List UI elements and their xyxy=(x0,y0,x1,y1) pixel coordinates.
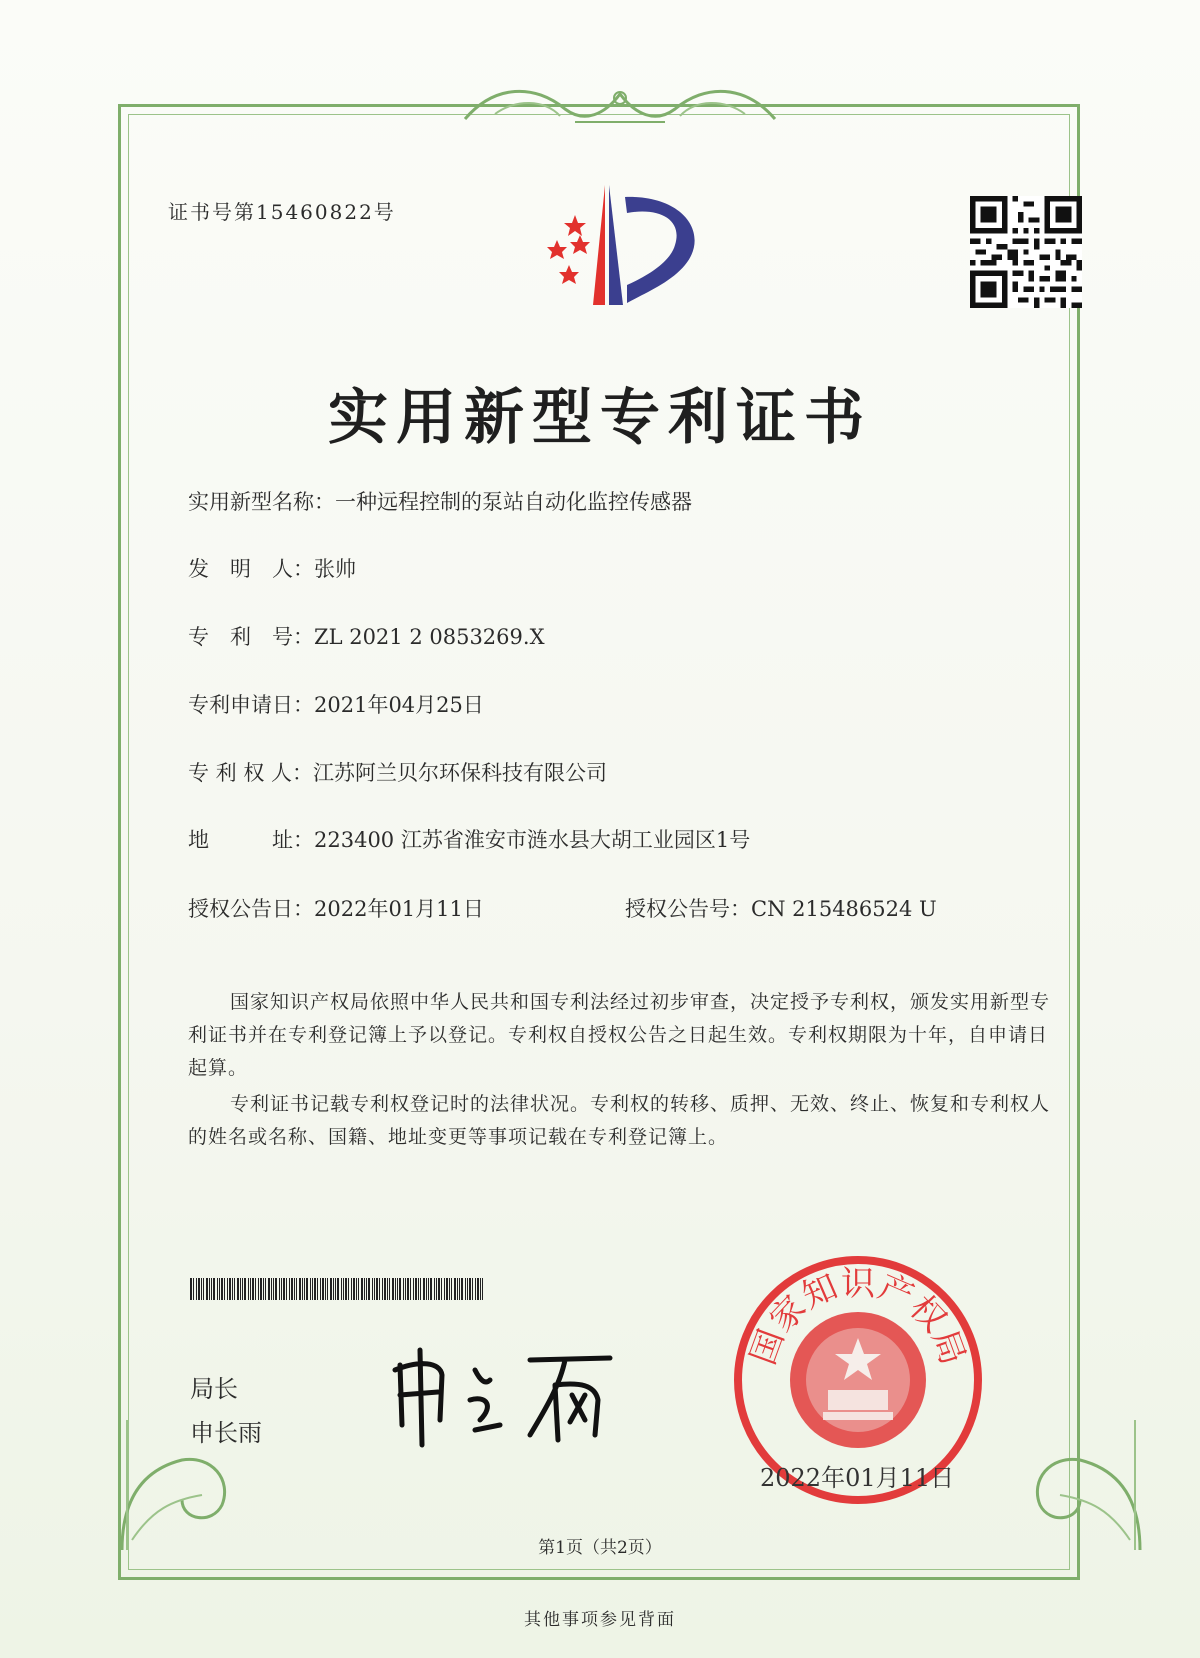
barcode-bar xyxy=(299,1278,301,1300)
barcode-bar xyxy=(384,1278,386,1300)
barcode-bar xyxy=(372,1278,373,1300)
barcode-bar xyxy=(209,1278,210,1300)
barcode-bar xyxy=(317,1278,318,1300)
barcode-bar xyxy=(403,1278,404,1300)
barcode-bar xyxy=(283,1278,285,1300)
page-indicator: 第1页（共2页） xyxy=(538,1538,662,1558)
seal-character: 知 xyxy=(796,1266,844,1317)
barcode-bar xyxy=(190,1278,192,1300)
barcode-bar xyxy=(250,1278,251,1300)
field-value: 江苏阿兰贝尔环保科技有限公司 xyxy=(313,761,608,785)
seal-character: 权 xyxy=(901,1288,955,1341)
barcode-bar xyxy=(248,1278,249,1300)
barcode-bar xyxy=(410,1278,411,1300)
barcode-bar xyxy=(374,1278,375,1300)
seal-character: 产 xyxy=(872,1266,920,1317)
barcode-bar xyxy=(229,1278,231,1300)
barcode-bar xyxy=(366,1278,367,1300)
barcode-bar xyxy=(310,1278,311,1300)
field-application-date xyxy=(188,689,484,719)
cnipa-logo-icon xyxy=(535,185,710,320)
certificate-title: 实用新型专利证书 xyxy=(328,383,872,453)
barcode-bar xyxy=(294,1278,295,1300)
barcode-bar xyxy=(258,1278,259,1300)
barcode-bar xyxy=(399,1278,401,1300)
field-label: 授权公告日： xyxy=(188,897,314,921)
barcode-bar xyxy=(312,1278,313,1300)
seal-date: 2022年01月11日 xyxy=(760,1464,955,1492)
barcode-bar xyxy=(333,1278,334,1300)
barcode-bar xyxy=(322,1278,324,1300)
field-value: CN 215486524 U xyxy=(751,897,937,921)
field-value: ZL 2021 2 0853269.X xyxy=(314,625,545,649)
barcode-bar xyxy=(477,1278,479,1300)
barcode-bar xyxy=(407,1278,409,1300)
barcode-bar xyxy=(348,1278,349,1300)
barcode-bar xyxy=(240,1278,241,1300)
barcode-bar xyxy=(423,1278,425,1300)
barcode-bar xyxy=(203,1278,204,1300)
barcode-bar xyxy=(343,1278,344,1300)
barcode-bar xyxy=(244,1278,246,1300)
barcode-bar xyxy=(475,1278,476,1300)
barcode-bar xyxy=(263,1278,264,1300)
barcode-bar xyxy=(376,1278,378,1300)
barcode-bar xyxy=(446,1278,448,1300)
barcode-bar xyxy=(242,1278,243,1300)
barcode-bar xyxy=(224,1278,225,1300)
signature-icon xyxy=(380,1340,640,1450)
barcode-bar xyxy=(449,1278,450,1300)
paragraph-text: 国家知识产权局依照中华人民共和国专利法经过初步审查，决定授予专利权，颁发实用新型专利证书并在专利登记簿上予以登记。专利权自授权公告之日起生效。专利权期限为十年，自申请日起算。 xyxy=(188,991,1051,1079)
barcode-bar xyxy=(415,1278,417,1300)
barcode-bar xyxy=(335,1278,336,1300)
barcode-bar xyxy=(281,1278,282,1300)
barcode-bar xyxy=(275,1278,277,1300)
barcode-bar xyxy=(405,1278,406,1300)
barcode-bar xyxy=(395,1278,396,1300)
field-label: 专 利 号： xyxy=(188,625,314,649)
barcode-bar xyxy=(397,1278,398,1300)
field-value: 一种远程控制的泵站自动化监控传感器 xyxy=(335,490,692,514)
barcode-bar xyxy=(211,1278,212,1300)
director-title: 局长 xyxy=(190,1375,238,1403)
field-grant-publication-number xyxy=(625,893,937,923)
barcode-bar xyxy=(279,1278,280,1300)
barcode-icon xyxy=(190,1278,485,1300)
barcode-bar xyxy=(271,1278,272,1300)
barcode-bar xyxy=(434,1278,435,1300)
barcode-bar xyxy=(392,1278,394,1300)
qr-code-icon xyxy=(970,196,1082,308)
top-ornament-icon xyxy=(455,74,785,134)
field-grant-date xyxy=(188,893,484,923)
barcode-bar xyxy=(325,1278,326,1300)
barcode-bar xyxy=(201,1278,202,1300)
field-label: 实用新型名称： xyxy=(188,490,335,514)
field-address xyxy=(188,824,750,854)
field-label: 授权公告号： xyxy=(625,897,751,921)
barcode-bar xyxy=(345,1278,347,1300)
barcode-bar xyxy=(480,1278,481,1300)
barcode-bar xyxy=(255,1278,256,1300)
barcode-bar xyxy=(198,1278,200,1300)
barcode-bar xyxy=(221,1278,223,1300)
barcode-bar xyxy=(356,1278,357,1300)
barcode-bar xyxy=(459,1278,460,1300)
barcode-bar xyxy=(368,1278,370,1300)
barcode-bar xyxy=(418,1278,419,1300)
barcode-bar xyxy=(461,1278,463,1300)
barcode-bar xyxy=(265,1278,266,1300)
field-label: 专利申请日： xyxy=(188,693,314,717)
barcode-bar xyxy=(286,1278,287,1300)
seal-character: 国 xyxy=(743,1324,793,1370)
seal-character: 家 xyxy=(761,1288,815,1341)
barcode-bar xyxy=(379,1278,380,1300)
paragraph-text: 专利证书记载专利权登记时的法律状况。专利权的转移、质押、无效、终止、恢复和专利权人的姓名或名称、国籍、地址变更等事项记载在专利登记簿上。 xyxy=(188,1093,1051,1148)
barcode-bar xyxy=(457,1278,458,1300)
barcode-bar xyxy=(193,1278,194,1300)
field-utility-model-name xyxy=(188,486,692,516)
barcode-bar xyxy=(302,1278,303,1300)
barcode-bar xyxy=(482,1278,483,1300)
barcode-bar xyxy=(337,1278,339,1300)
barcode-bar xyxy=(420,1278,421,1300)
field-value: 2022年01月11日 xyxy=(314,897,484,921)
field-value: 张帅 xyxy=(314,557,356,581)
barcode-bar xyxy=(465,1278,466,1300)
barcode-bar xyxy=(206,1278,208,1300)
barcode-bar xyxy=(364,1278,365,1300)
barcode-bar xyxy=(428,1278,429,1300)
director-name: 申长雨 xyxy=(190,1419,262,1447)
barcode-bar xyxy=(260,1278,262,1300)
barcode-bar xyxy=(387,1278,388,1300)
barcode-bar xyxy=(237,1278,239,1300)
barcode-bar xyxy=(358,1278,359,1300)
barcode-bar xyxy=(472,1278,473,1300)
barcode-bar xyxy=(289,1278,290,1300)
barcode-bar xyxy=(430,1278,432,1300)
footer-note: 其他事项参见背面 xyxy=(524,1610,676,1630)
paragraph xyxy=(188,1088,1058,1154)
barcode-bar xyxy=(196,1278,197,1300)
field-inventor xyxy=(188,553,356,583)
field-label: 专 利 权 人： xyxy=(188,761,314,785)
field-patentee xyxy=(188,757,607,787)
certificate-number: 证书号第15460822号 xyxy=(168,200,396,224)
field-label: 发 明 人： xyxy=(188,557,314,581)
paragraph xyxy=(188,986,1058,1085)
barcode-bar xyxy=(426,1278,427,1300)
barcode-bar xyxy=(227,1278,228,1300)
barcode-bar xyxy=(467,1278,468,1300)
barcode-bar xyxy=(320,1278,321,1300)
field-value: 223400 江苏省淮安市涟水县大胡工业园区1号 xyxy=(314,828,751,852)
barcode-bar xyxy=(351,1278,352,1300)
barcode-bar xyxy=(436,1278,437,1300)
barcode-bar xyxy=(454,1278,456,1300)
barcode-bar xyxy=(219,1278,220,1300)
barcode-bar xyxy=(306,1278,308,1300)
barcode-bar xyxy=(361,1278,363,1300)
barcode-bar xyxy=(444,1278,445,1300)
barcode-bar xyxy=(353,1278,355,1300)
barcode-bar xyxy=(441,1278,442,1300)
barcode-bar xyxy=(234,1278,235,1300)
seal-character: 识 xyxy=(841,1264,875,1304)
field-label: 地 址： xyxy=(188,828,314,852)
barcode-bar xyxy=(382,1278,383,1300)
barcode-bar xyxy=(341,1278,342,1300)
barcode-bar xyxy=(268,1278,270,1300)
barcode-bar xyxy=(232,1278,233,1300)
barcode-bar xyxy=(213,1278,215,1300)
barcode-bar xyxy=(469,1278,471,1300)
seal-character: 局 xyxy=(923,1324,973,1370)
barcode-bar xyxy=(327,1278,328,1300)
barcode-bar xyxy=(296,1278,297,1300)
barcode-bar xyxy=(252,1278,254,1300)
barcode-bar xyxy=(413,1278,414,1300)
barcode-bar xyxy=(291,1278,293,1300)
barcode-bar xyxy=(304,1278,305,1300)
field-value: 2021年04月25日 xyxy=(314,693,484,717)
field-patent-number xyxy=(188,621,545,651)
barcode-bar xyxy=(217,1278,218,1300)
barcode-bar xyxy=(389,1278,390,1300)
barcode-bar xyxy=(330,1278,332,1300)
barcode-bar xyxy=(451,1278,452,1300)
barcode-bar xyxy=(314,1278,316,1300)
barcode-bar xyxy=(438,1278,440,1300)
barcode-bar xyxy=(273,1278,274,1300)
